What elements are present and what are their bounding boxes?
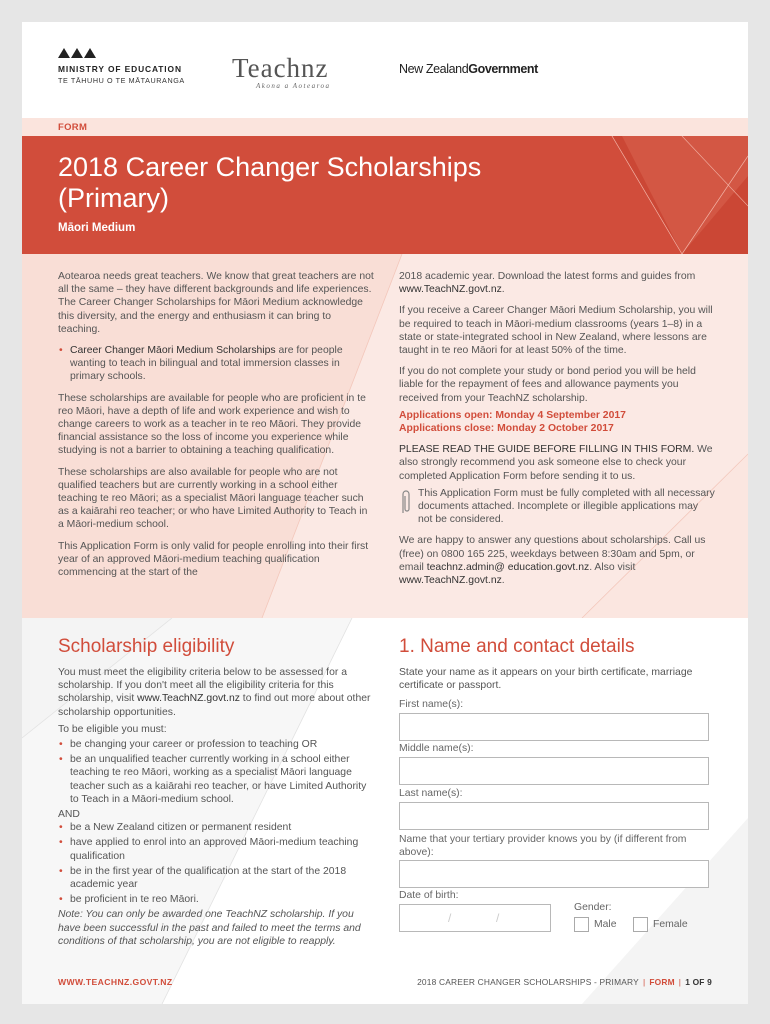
- applications-open: Applications open: Monday 4 September 2017: [399, 409, 626, 421]
- eligibility-list-2: [58, 821, 374, 906]
- intro-right-paragraph-3: If you do not complete your study or bond period you will be held liable for the repayment of fees and allowance payments you received from your TeachNZ scholarship.: [399, 366, 696, 404]
- paperclip-icon: [399, 487, 413, 517]
- eligibility-paragraph-2: To be eligible you must:: [58, 723, 167, 735]
- eligibility-paragraph-1: [58, 666, 374, 719]
- form-page: [22, 22, 748, 1004]
- teachnz-wordmark: Teachnz: [232, 53, 329, 83]
- footer-doc-title: 2018 CAREER CHANGER SCHOLARSHIPS - PRIMARY: [417, 977, 639, 987]
- teachnz-logo: [232, 55, 331, 90]
- form-label: FORM: [58, 122, 88, 133]
- intro-paragraph-2: These scholarships are available for people who are proficient in te reo Māori, have a depth of life and work experience and wish to change careers to work as a teacher in te reo Māori. They provide financial assistance so the loss of income you experience while studying is not a barrier to obtaining a teaching qualification.: [58, 392, 366, 457]
- footer-info: [417, 977, 712, 987]
- download-text: 2018 academic year. Download the latest forms and guides from: [399, 271, 696, 282]
- also-visit: . Also visit: [589, 561, 636, 573]
- page-subtitle: Māori Medium: [58, 222, 136, 234]
- tertiary-name-label: Name that your tertiary provider knows you by (if different from above):: [399, 834, 687, 858]
- and-label: AND: [58, 809, 80, 821]
- moe-subtitle: TE TĀHUHU O TE MĀTAURANGA: [58, 76, 185, 85]
- female-label: Female: [653, 919, 688, 930]
- middle-name-label: Middle name(s):: [399, 743, 474, 754]
- intro-paragraph-3: These scholarships are also available for people who are not qualified teachers but are currently working in a school either teaching te reo Māori; as a specialist Māori language teacher such as a kaiārahi reo teacher; or who have Limited Authority to Teach in a Māori-medium school.: [58, 466, 368, 531]
- applications-close: Applications close: Monday 2 October 2017: [399, 423, 614, 435]
- ministry-of-education-logo: [58, 48, 185, 85]
- dob-label: Date of birth:: [399, 890, 459, 901]
- intro-bullet-bold: Career Changer Māori Medium Scholarships: [70, 345, 276, 357]
- intro-bullet: [58, 344, 374, 384]
- intro-paragraph-1: Aotearoa needs great teachers. We know that great teachers are not all the same – they have different backgrounds and life experiences. The Career Changer Scholarships for Māori Medium acknowledge this diversity, and the energy and enthusiasm it can bring to teaching.: [58, 271, 374, 335]
- nzgov-prefix: New Zealand: [399, 62, 469, 76]
- footer-form-label: FORM: [649, 977, 675, 987]
- male-checkbox[interactable]: [574, 917, 589, 932]
- footer-separator: |: [678, 977, 682, 987]
- intro-right-paragraph-1: [399, 270, 715, 296]
- intro-paragraph-4: This Application Form is only valid for people enrolling into their first year of an approved Māori-medium teaching qualification commencing at the start of the: [58, 540, 369, 579]
- footer-page-number: 1 OF 9: [685, 977, 712, 987]
- paperclip-note-text: This Application Form must be fully completed with all necessary documents attached. Incomplete or illegible applications may not be considered.: [418, 487, 715, 526]
- male-label: Male: [594, 919, 617, 930]
- eligibility-text-end: to find out more about other scholarship opportunities.: [58, 693, 371, 718]
- dob-separator: /: [448, 911, 452, 925]
- teachnz-link[interactable]: www.TeachNZ.govt.nz: [399, 284, 502, 296]
- period: .: [501, 284, 505, 296]
- nzgov-suffix: Government: [468, 62, 538, 76]
- eligibility-bullet: • be changing your career or profession to teaching OR: [58, 738, 374, 751]
- contact-text: We are happy to answer any questions about scholarships. Call us (free) on 0800 165 225, weekdays between 8:30am and 5pm, or email: [399, 535, 706, 573]
- teachnz-link-2[interactable]: www.TeachNZ.govt.nz: [399, 575, 502, 587]
- intro-right-paragraph-4: [399, 443, 715, 483]
- intro-right-column: [399, 270, 715, 595]
- footer-website[interactable]: WWW.TEACHNZ.GOVT.NZ: [58, 977, 173, 987]
- eligibility-bullet: • be an unqualified teacher currently working in a school either teaching te reo Māori, working as a specialist Māori language teacher such as a kaiārahi reo teacher, or have Limited Authority to Teach in a Māori-medium school.: [58, 753, 374, 806]
- page-title: 2018 Career Changer Scholarships (Primary): [58, 152, 482, 213]
- email-link[interactable]: teachnz.admin@ education.govt.nz: [426, 561, 590, 573]
- eligibility-column: [58, 666, 374, 956]
- tertiary-name-field[interactable]: [399, 860, 709, 888]
- intro-bullet-rest: are for people wanting to teach in bilingual and total immersion classes in primary schools.: [70, 345, 343, 383]
- eligibility-bullet: • be in the first year of the qualification at the start of the 2018 academic year: [58, 865, 374, 891]
- dob-separator: /: [496, 911, 500, 925]
- moe-mountains-icon: [58, 48, 185, 58]
- contact-intro: State your name as it appears on your birth certificate, marriage certificate or passport.: [399, 667, 693, 692]
- first-name-label: First name(s):: [399, 699, 464, 710]
- eligibility-bullet: • be proficient in te reo Māori.: [58, 893, 374, 906]
- last-name-label: Last name(s):: [399, 788, 463, 799]
- eligibility-link[interactable]: www.TeachNZ.govt.nz: [137, 693, 240, 705]
- eligibility-list-1: [58, 738, 374, 806]
- first-name-field[interactable]: [399, 713, 709, 741]
- eligibility-bullet: • be a New Zealand citizen or permanent resident: [58, 821, 374, 834]
- eligibility-note: Note: You can only be awarded one TeachNZ scholarship. If you have been successful in the past and failed to meet the terms and conditions of that scholarship, you are not eligible to reapply.: [58, 909, 361, 947]
- read-guide-rest: We also strongly recommend you ask someone else to check your completed Application Form before sending it to us.: [399, 444, 713, 482]
- footer-separator: |: [642, 977, 646, 987]
- gender-label: Gender:: [574, 902, 612, 913]
- dob-field[interactable]: [399, 904, 551, 932]
- contact-heading: 1. Name and contact details: [399, 636, 635, 657]
- intro-right-paragraph-2: If you receive a Career Changer Māori Medium Scholarship, you will be required to teach in Māori-medium classrooms (years 1–8) in a state or state-integrated school in New Zealand, where lessons are taught in te reo Māori for at least 50% of the time.: [399, 305, 713, 357]
- intro-left-column: [58, 270, 374, 587]
- intro-right-paragraph-5: [399, 534, 715, 587]
- female-checkbox[interactable]: [633, 917, 648, 932]
- eligibility-text: You must meet the eligibility criteria below to be assessed for a scholarship. If you don't meet all the eligibility criteria for this scholarship, visit: [58, 667, 347, 705]
- last-name-field[interactable]: [399, 802, 709, 830]
- middle-name-field[interactable]: [399, 757, 709, 785]
- moe-name: MINISTRY OF EDUCATION: [58, 64, 182, 74]
- eligibility-heading: Scholarship eligibility: [58, 636, 235, 657]
- teachnz-tagline: Akona a Aotearoa: [256, 82, 331, 90]
- read-guide-caps: PLEASE READ THE GUIDE BEFORE FILLING IN THIS FORM.: [399, 444, 695, 456]
- paperclip-note: [399, 487, 715, 527]
- period-2: .: [501, 575, 505, 587]
- eligibility-bullet: • have applied to enrol into an approved Māori-medium teaching qualification: [58, 836, 374, 862]
- nz-government-logo: [399, 62, 538, 76]
- intro-bullet-list: [58, 344, 374, 384]
- header-logos: [22, 22, 748, 122]
